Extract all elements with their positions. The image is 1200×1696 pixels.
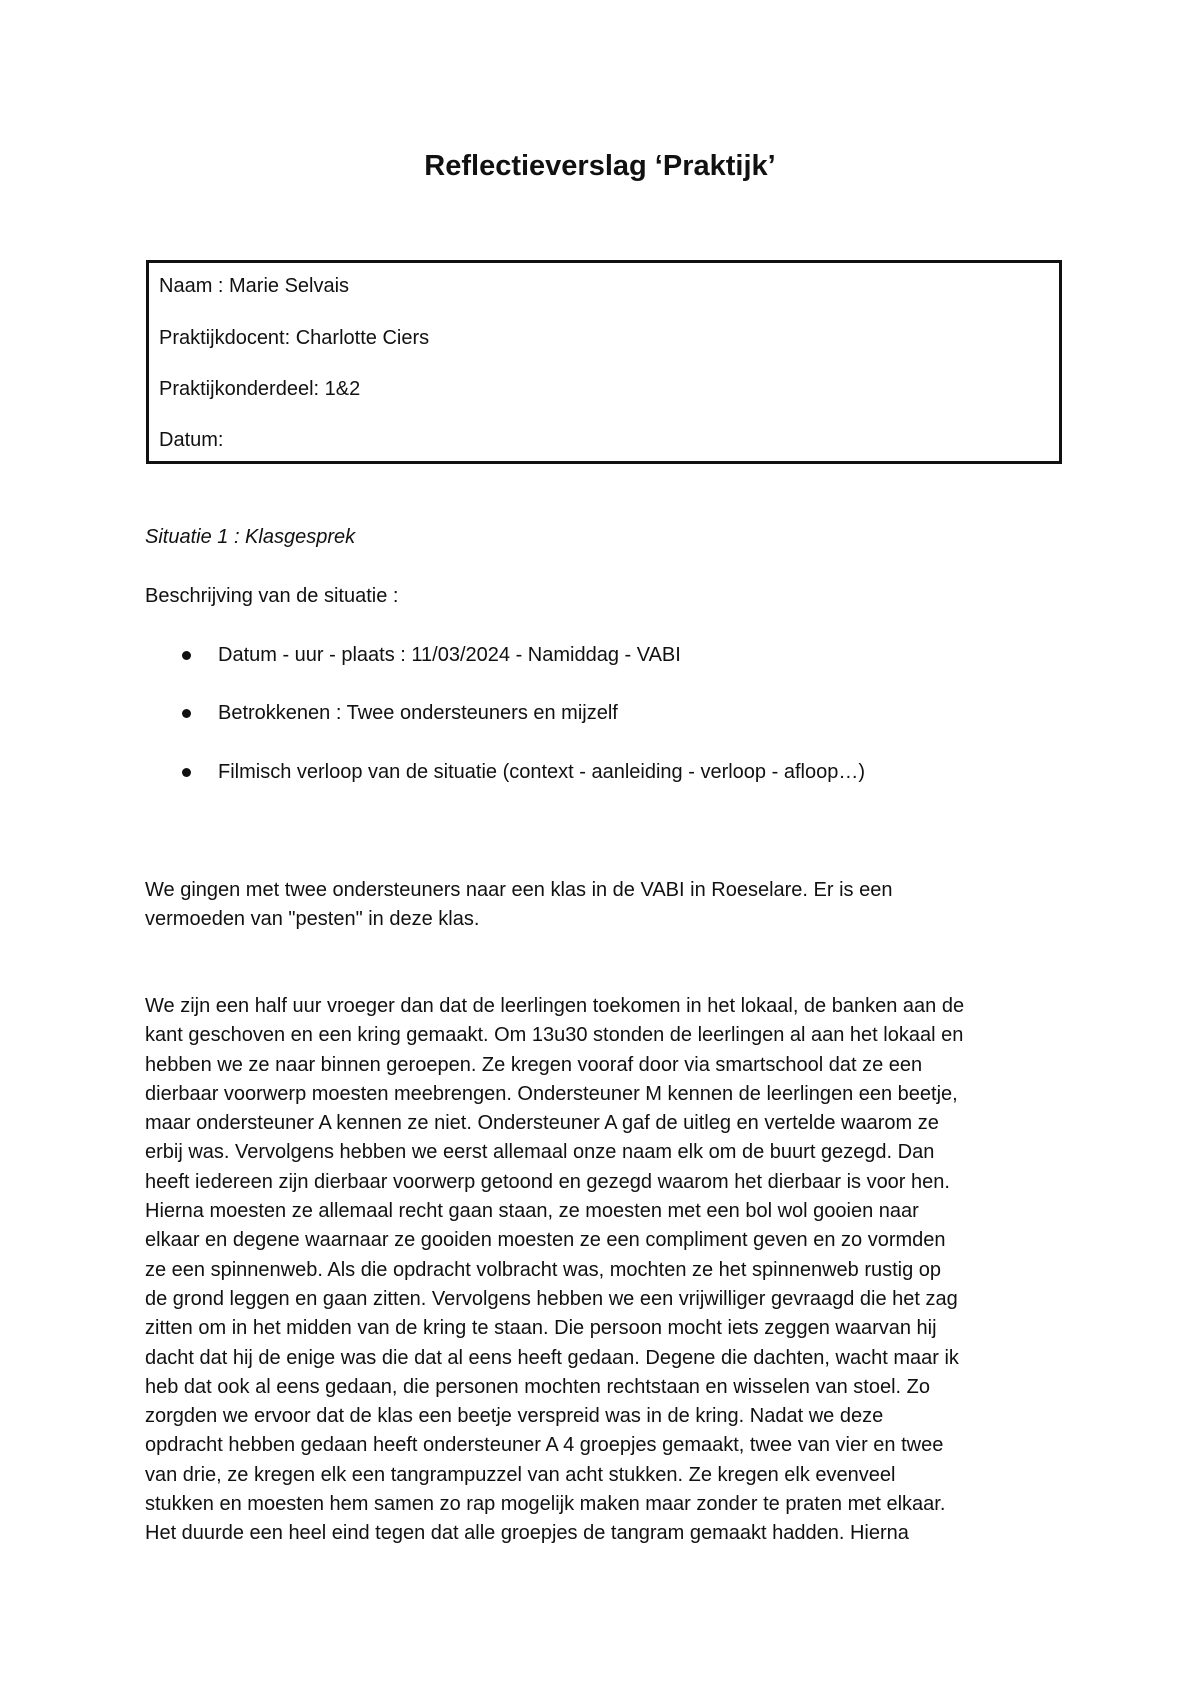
paragraph-line: maar ondersteuner A kennen ze niet. Ondersteuner A gaf de uitleg en vertelde waarom ze xyxy=(145,1112,939,1135)
situation-heading: Situatie 1 : Klasgesprek xyxy=(145,526,356,548)
paragraph-line: erbij was. Vervolgens hebben we eerst allemaal onze naam elk om de buurt gezegd. Dan xyxy=(145,1141,935,1164)
paragraph-narrative xyxy=(145,992,1075,1549)
paragraph-line: hebben we ze naar binnen geroepen. Ze kregen vooraf door via smartschool dat ze een xyxy=(145,1053,923,1076)
description-label: Beschrijving van de situatie : xyxy=(145,585,399,607)
info-datum: Datum: xyxy=(159,429,224,451)
paragraph-line: Het duurde een heel eind tegen dat alle groepjes de tangram gemaakt hadden. Hierna xyxy=(145,1522,909,1545)
paragraph-intro xyxy=(145,876,1075,935)
bullet-dot-icon xyxy=(182,709,191,718)
paragraph-line: de grond leggen en gaan zitten. Vervolgens hebben we een vrijwilliger gevraagd die het zag xyxy=(145,1287,958,1310)
paragraph-line: zitten om in het midden van de kring te staan. Die persoon mocht iets zeggen waarvan hij xyxy=(145,1317,937,1340)
paragraph-line: kant geschoven en een kring gemaakt. Om 13u30 stonden de leerlingen al aan het lokaal en xyxy=(145,1024,964,1047)
bullet-text: Betrokkenen : Twee ondersteuners en mijzelf xyxy=(218,702,618,724)
paragraph-line: heb dat ook al eens gedaan, die personen mochten rechtstaan en wisselen van stoel. Zo xyxy=(145,1375,930,1398)
paragraph-line: ze een spinnenweb. Als die opdracht volbracht was, mochten ze het spinnenweb rustig op xyxy=(145,1258,942,1281)
paragraph-line: opdracht hebben gedaan heeft ondersteuner A 4 groepjes gemaakt, twee van vier en twee xyxy=(145,1434,944,1457)
paragraph-line: van drie, ze kregen elk een tangrampuzzel van acht stukken. Ze kregen elk evenveel xyxy=(145,1463,896,1486)
bullet-text: Datum - uur - plaats : 11/03/2024 - Namiddag - VABI xyxy=(218,644,681,666)
paragraph-line: zorgden we ervoor dat de klas een beetje verspreid was in de kring. Nadat we deze xyxy=(145,1405,884,1428)
paragraph-line: elkaar en degene waarnaar ze gooiden moesten ze een compliment geven en zo vormden xyxy=(145,1229,946,1252)
bullet-dot-icon xyxy=(182,768,191,777)
paragraph-line: vermoeden van "pesten" in deze klas. xyxy=(145,908,480,931)
paragraph-line: heeft iedereen zijn dierbaar voorwerp getoond en gezegd waarom het dierbaar is voor hen. xyxy=(145,1170,950,1193)
paragraph-line: We zijn een half uur vroeger dan dat de leerlingen toekomen in het lokaal, de banken aan de xyxy=(145,995,965,1017)
bullet-text: Filmisch verloop van de situatie (context - aanleiding - verloop - afloop…) xyxy=(218,761,865,783)
document-title: Reflectieverslag ‘Praktijk’ xyxy=(424,150,776,182)
paragraph-line: dacht dat hij de enige was die dat al eens heeft gedaan. Degene die dachten, wacht maar ik xyxy=(145,1346,959,1369)
bullet-dot-icon xyxy=(182,651,191,660)
info-praktijkonderdeel: Praktijkonderdeel: 1&2 xyxy=(159,378,361,400)
student-info-box xyxy=(146,260,1062,464)
paragraph-line: dierbaar voorwerp moesten meebrengen. Ondersteuner M kennen de leerlingen een beetje, xyxy=(145,1082,958,1105)
info-naam: Naam : Marie Selvais xyxy=(159,275,350,297)
paragraph-line: Hierna moesten ze allemaal recht gaan staan, ze moesten met een bol wol gooien naar xyxy=(145,1200,919,1223)
info-praktijkdocent: Praktijkdocent: Charlotte Ciers xyxy=(159,327,430,349)
paragraph-line: stukken en moesten hem samen zo rap mogelijk maken maar zonder te praten met elkaar. xyxy=(145,1493,946,1516)
paragraph-line: We gingen met twee ondersteuners naar een klas in de VABI in Roeselare. Er is een xyxy=(145,879,893,901)
